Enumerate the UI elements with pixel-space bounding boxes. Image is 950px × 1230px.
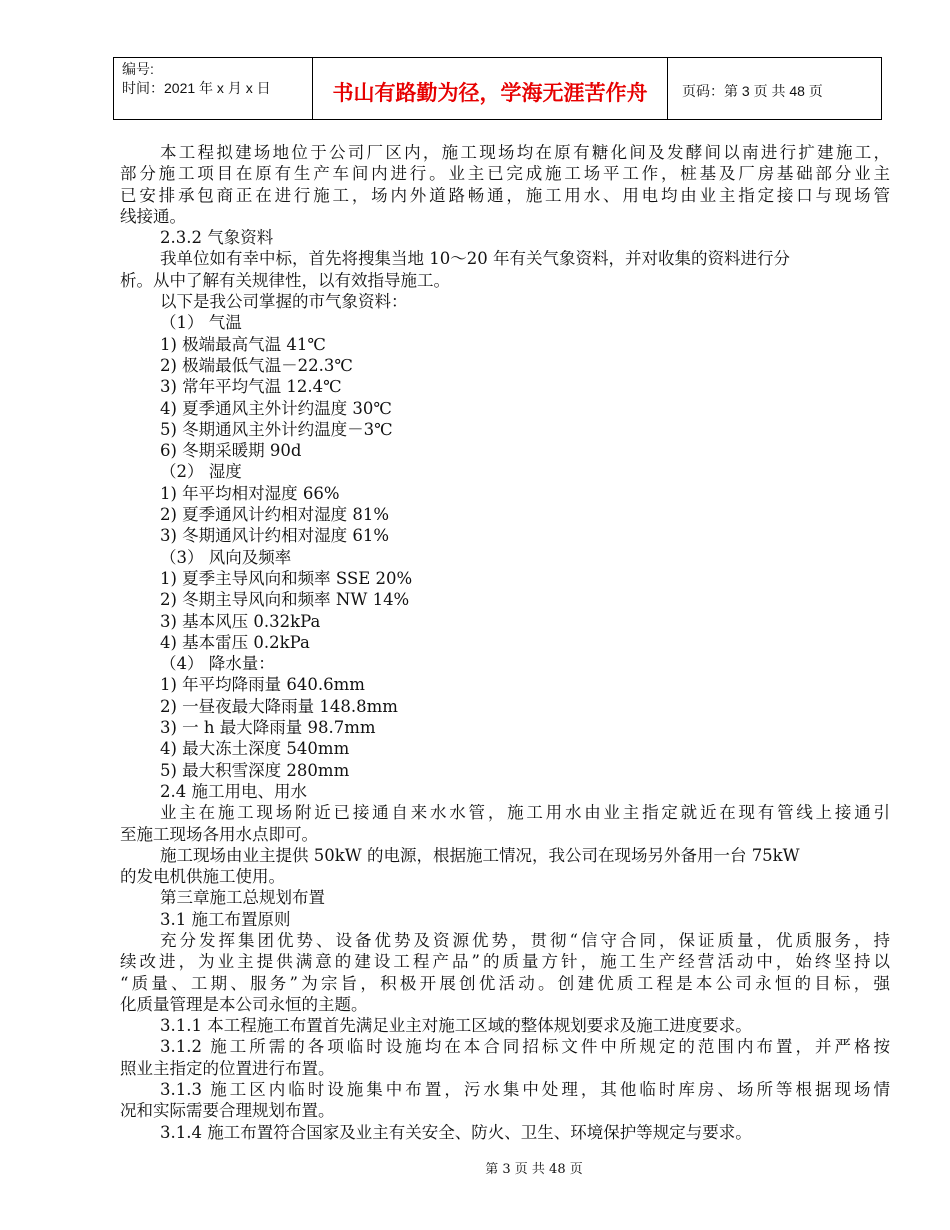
paragraph-line: 至施工现场各用水点即可。: [120, 824, 318, 844]
paragraph-line: 况和实际需要合理规划布置。: [120, 1101, 335, 1121]
subheading: （4） 降水量：: [160, 654, 275, 674]
paragraph-line: 3.1.2 施工所需的各项临时设施均在本合同招标文件中所规定的范围内布置，并严格按: [160, 1037, 890, 1057]
paragraph-line: 3.1.4 施工布置符合国家及业主有关安全、防火、卫生、环境保护等规定与要求。: [160, 1122, 752, 1142]
header-meta-cell: [114, 58, 313, 119]
list-item: 5) 最大积雪深度 280mm: [160, 760, 350, 780]
list-item: 6) 冬期采暖期 90d: [160, 441, 302, 461]
list-item: 3) 常年平均气温 12.4℃: [160, 377, 342, 397]
chapter-heading: 第三章施工总规划布置: [160, 888, 325, 908]
subheading: （3） 风向及频率: [160, 547, 292, 567]
list-item: 2) 冬期主导风向和频率 NW 14%: [160, 590, 410, 610]
list-item: 3) 冬期通风计约相对湿度 61%: [160, 526, 390, 546]
list-item: 5) 冬期通风主外计约温度－3℃: [160, 419, 393, 439]
document-time-label: 时间：2021 年 x 月 x 日: [122, 80, 271, 96]
header-page-info: 页码：第 3 页 共 48 页: [682, 82, 823, 99]
paragraph-line: 充分发挥集团优势、设备优势及资源优势，贯彻“信守合同，保证质量，优质服务，持: [160, 930, 890, 950]
paragraph-line: 析。从中了解有关规律性，以有效指导施工。: [120, 270, 450, 290]
paragraph-line: 化质量管理是本公司永恒的主题。: [120, 994, 368, 1014]
list-item: 1) 极端最高气温 41℃: [160, 334, 326, 354]
paragraph-line: 3.1.3 施工区内临时设施集中布置，污水集中处理，其他临时库房、场所等根据现场情: [160, 1080, 890, 1100]
paragraph-line: 的发电机供施工使用。: [120, 867, 285, 887]
document-body: [120, 142, 890, 1143]
list-item: 4) 最大冻土深度 540mm: [160, 739, 350, 759]
section-heading: 2.4 施工用电、用水: [160, 781, 307, 801]
paragraph-line: 照业主指定的位置进行布置。: [120, 1058, 335, 1078]
paragraph-line: 3.1.1 本工程施工布置首先满足业主对施工区域的整体规划要求及施工进度要求。: [160, 1016, 752, 1036]
list-item: 1) 年平均相对湿度 66%: [160, 483, 340, 503]
list-item: 2) 夏季通风计约相对湿度 81%: [160, 505, 390, 525]
paragraph-line: 本工程拟建场地位于公司厂区内，施工现场均在原有糖化间及发酵间以南进行扩建施工，: [160, 143, 890, 162]
paragraph-line: 续改进，为业主提供满意的建设工程产品”的质量方针，施工生产经营活动中，始终坚持以: [120, 952, 890, 972]
paragraph-line: 业主在施工现场附近已接通自来水水管，施工用水由业主指定就近在现有管线上接通引: [160, 803, 890, 823]
paragraph-line: “质量、工期、服务”为宗旨，积极开展创优活动。创建优质工程是本公司永恒的目标，强: [120, 973, 890, 993]
paragraph-line: 施工现场由业主提供 50kW 的电源，根据施工情况，我公司在现场另外备用一台 75kW: [160, 845, 800, 865]
list-item: 3) 一 h 最大降雨量 98.7mm: [160, 718, 376, 738]
list-item: 1) 夏季主导风向和频率 SSE 20%: [160, 568, 413, 588]
list-item: 4) 夏季通风主外计约温度 30℃: [160, 398, 392, 418]
paragraph-line: 线接通。: [120, 206, 186, 226]
list-item: 1) 年平均降雨量 640.6mm: [160, 675, 365, 695]
page-footer: 第 3 页 共 48 页: [485, 1162, 583, 1177]
paragraph-line: 我单位如有幸中标，首先将搜集当地 10～20 年有关气象资料，并对收集的资料进行分: [160, 249, 790, 269]
document-number-label: 编号:: [122, 61, 154, 77]
header-motto: 书山有路勤为径，学海无涯苦作舟: [313, 58, 668, 119]
page-header-table: [113, 57, 882, 120]
paragraph-line: 以下是我公司掌握的市气象资料：: [160, 292, 408, 312]
list-item: 2) 一昼夜最大降雨量 148.8mm: [160, 696, 398, 716]
section-heading: 2.3.2 气象资料: [160, 228, 274, 248]
section-heading: 3.1 施工布置原则: [160, 909, 291, 929]
list-item: 2) 极端最低气温－22.3℃: [160, 355, 353, 375]
subheading: （2） 湿度: [160, 462, 242, 482]
paragraph-line: 部分施工项目在原有生产车间内进行。业主已完成施工场平工作，桩基及厂房基础部分业主: [120, 164, 890, 184]
subheading: （1） 气温: [160, 313, 242, 333]
paragraph-line: 已安排承包商正在进行施工，场内外道路畅通，施工用水、用电均由业主指定接口与现场管: [120, 185, 890, 205]
list-item: 3) 基本风压 0.32kPa: [160, 611, 321, 631]
list-item: 4) 基本雷压 0.2kPa: [160, 632, 310, 652]
